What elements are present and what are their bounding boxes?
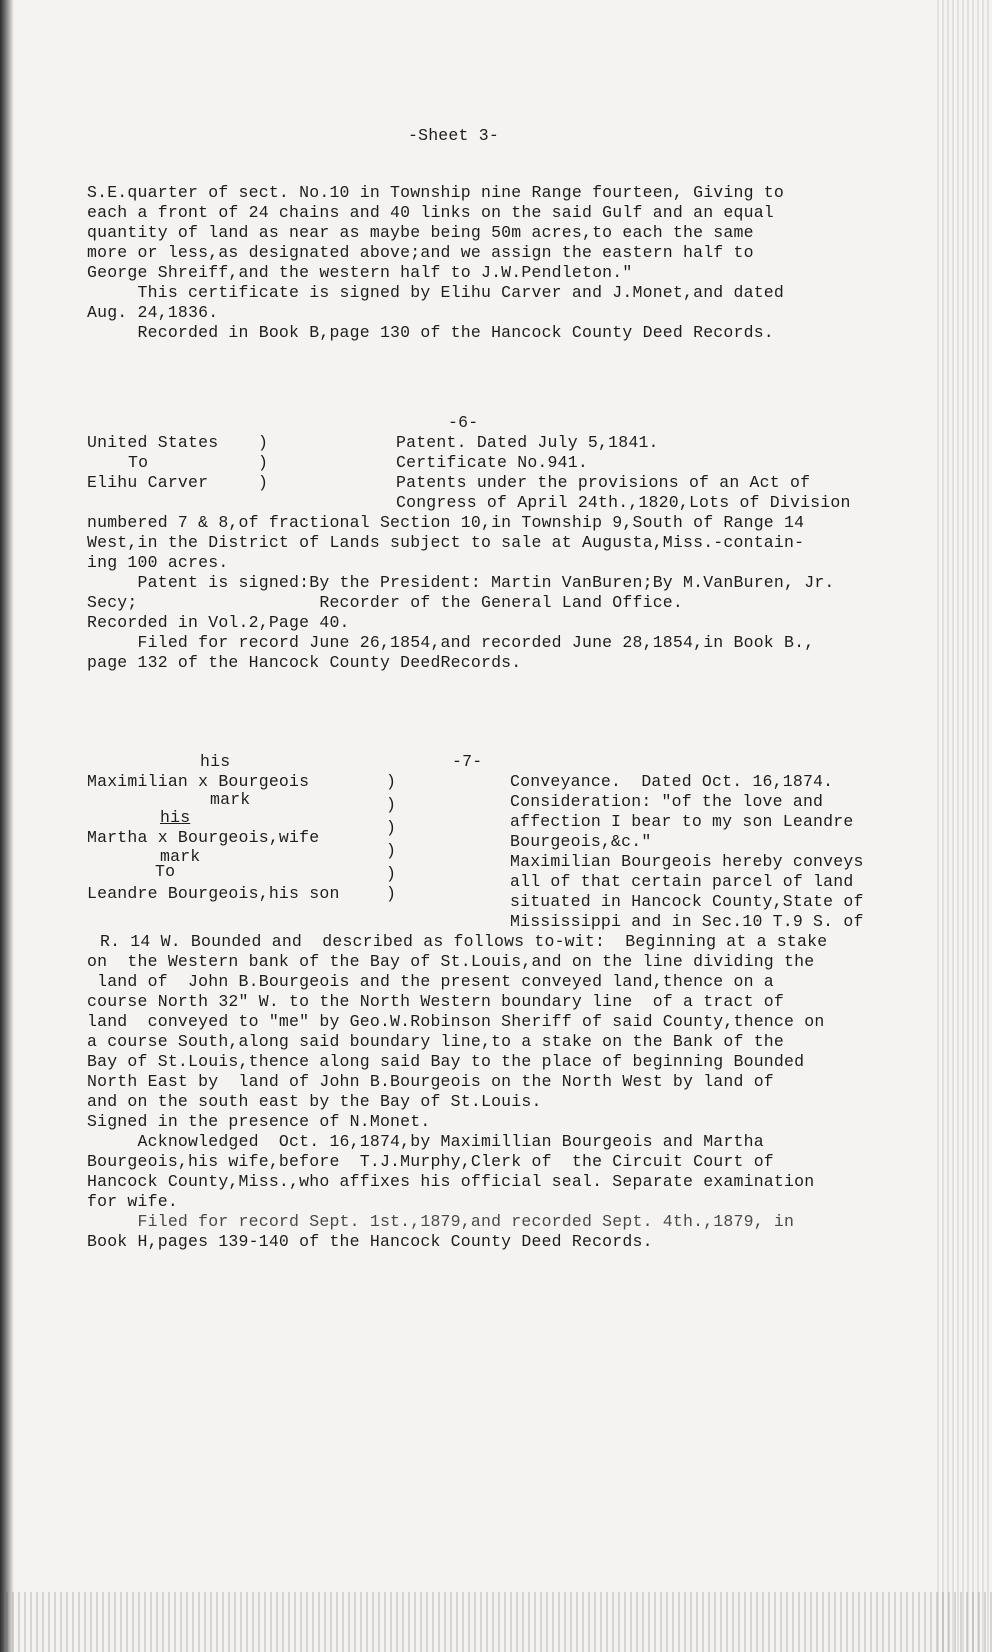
section-6-bracket: ) [258,453,268,472]
section-6-body-line: Filed for record June 26,1854,and recorded June 28,1854,in Book B., [87,633,815,652]
section-6-body-line: page 132 of the Hancock County DeedRecords. [87,653,522,672]
section-7-right-line: affection I bear to my son Leandre [510,812,854,831]
section-7-bracket: ) [386,864,396,883]
section-6-body-line: numbered 7 & 8,of fractional Section 10,in Township 9,South of Range 14 [87,513,805,532]
section-6-body-line: Secy; Recorder of the General Land Office. [87,593,683,612]
section-7-body-line: Bay of St.Louis,thence along said Bay to the place of beginning Bounded [87,1052,805,1071]
section-7-bracket: ) [386,795,396,814]
section-7-grantor-1: Maximilian x Bourgeois [87,772,310,791]
section-7-right-line: Consideration: "of the love and [510,792,824,811]
section-7-mark-1: mark [210,790,251,809]
section-7-body-line: Signed in the presence of N.Monet. [87,1112,431,1131]
section-7-bracket: ) [386,772,396,791]
section-6-body-line: Recorded in Vol.2,Page 40. [87,613,350,632]
section-7-body-line: Filed for record Sept. 1st.,1879,and recorded Sept. 4th.,1879, in [87,1212,795,1231]
section-7-right-line: Maximilian Bourgeois hereby conveys [510,852,864,871]
section-7-bracket: ) [386,818,396,837]
section-6-right-line: Congress of April 24th.,1820,Lots of Division [396,493,851,512]
section-7-number: -7- [452,752,483,771]
section-7-body-line: R. 14 W. Bounded and described as follows to-wit: Beginning at a stake [100,932,828,951]
section-6-body-line: West,in the District of Lands subject to sale at Augusta,Miss.-contain- [87,533,805,552]
top-line: Aug. 24,1836. [87,303,219,322]
section-7-to: To [155,862,176,881]
section-7-grantor-2: Martha x Bourgeois,wife [87,828,320,847]
scan-edge-bottom [0,1592,992,1652]
section-6-right-line: Certificate No.941. [396,453,588,472]
section-7-body-line: land conveyed to "me" by Geo.W.Robinson Sheriff of said County,thence on [87,1012,825,1031]
section-7-body-line: Book H,pages 139-140 of the Hancock County Deed Records. [87,1232,653,1251]
top-line: more or less,as designated above;and we assign the eastern half to [87,243,754,262]
top-line: George Shreiff,and the western half to J.W.Pendleton." [87,263,633,282]
section-7-mark-2: mark [160,847,201,866]
scan-edge-left [0,0,14,1652]
section-7-grantee: Leandre Bourgeois,his son [87,884,340,903]
section-6-number: -6- [448,413,479,432]
top-line: Recorded in Book B,page 130 of the Hancock County Deed Records. [87,323,774,342]
section-7-bracket: ) [386,841,396,860]
section-7-right-line: situated in Hancock County,State of [510,892,864,911]
section-6-bracket: ) [258,473,268,492]
section-7-his-1: his [200,752,231,771]
section-6-right-line: Patent. Dated July 5,1841. [396,433,659,452]
section-6-body-line: Patent is signed:By the President: Martin VanBuren;By M.VanBuren, Jr. [87,573,835,592]
section-7-right-line: Conveyance. Dated Oct. 16,1874. [510,772,834,791]
section-7-right-line: all of that certain parcel of land [510,872,854,891]
section-7-body-line: a course South,along said boundary line,to a stake on the Bank of the [87,1032,785,1051]
section-7-body-line: for wife. [87,1192,178,1211]
top-line: This certificate is signed by Elihu Carver and J.Monet,and dated [87,283,785,302]
section-6-body-line: ing 100 acres. [87,553,229,572]
top-line: S.E.quarter of sect. No.10 in Township nine Range fourteen, Giving to [87,183,785,202]
section-6-party-from: United States [87,433,219,452]
section-7-body-line: Acknowledged Oct. 16,1874,by Maximillian Bourgeois and Martha [87,1132,764,1151]
section-6-party-to: To [128,453,149,472]
section-7-body-line: land of John B.Bourgeois and the present conveyed land,thence on a [87,972,774,991]
section-6-party-grantee: Elihu Carver [87,473,209,492]
section-7-his-2: his [160,808,191,827]
sheet-title: -Sheet 3- [408,126,499,145]
section-7-body-line: course North 32" W. to the North Western boundary line of a tract of [87,992,785,1011]
top-line: each a front of 24 chains and 40 links on the said Gulf and an equal [87,203,774,222]
section-7-body-line: on the Western bank of the Bay of St.Louis,and on the line dividing the [87,952,815,971]
section-6-right-line: Patents under the provisions of an Act of [396,473,811,492]
section-7-right-line: Mississippi and in Sec.10 T.9 S. of [510,912,864,931]
section-6-bracket: ) [258,433,268,452]
section-7-body-line: Bourgeois,his wife,before T.J.Murphy,Clerk of the Circuit Court of [87,1152,774,1171]
section-7-body-line: and on the south east by the Bay of St.Louis. [87,1092,542,1111]
section-7-body-line: North East by land of John B.Bourgeois on the North West by land of [87,1072,774,1091]
section-7-right-line: Bourgeois,&c." [510,832,652,851]
top-line: quantity of land as near as maybe being 50m acres,to each the same [87,223,754,242]
scan-edge-right [937,0,992,1652]
section-7-bracket: ) [386,884,396,903]
section-7-body-line: Hancock County,Miss.,who affixes his official seal. Separate examination [87,1172,815,1191]
